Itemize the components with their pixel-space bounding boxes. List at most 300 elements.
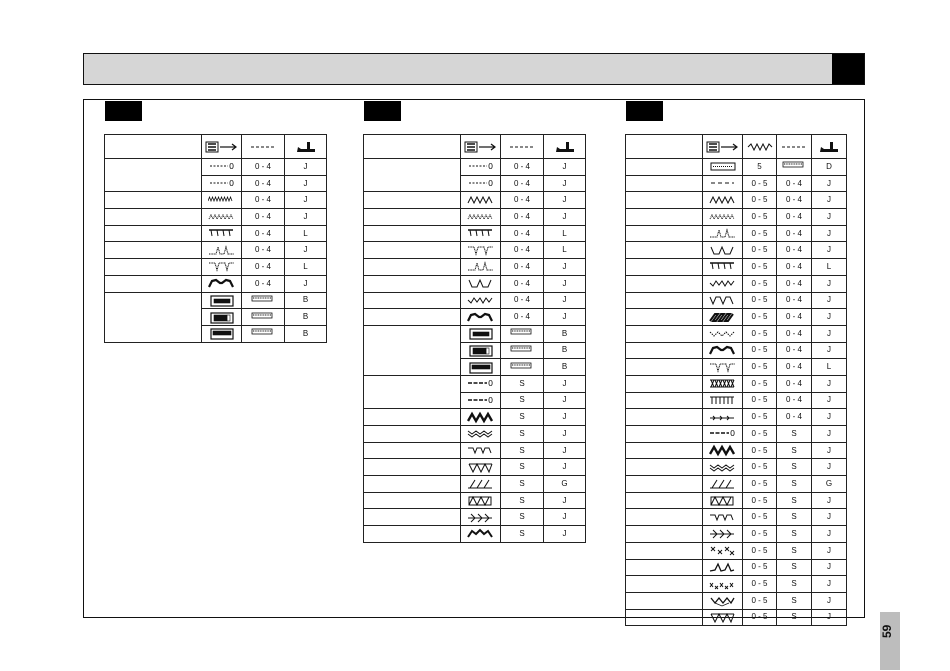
table-row — [364, 292, 586, 309]
page-header-bar — [83, 53, 865, 85]
multi-zigzag-icon — [467, 210, 495, 223]
value-cell: J — [812, 392, 847, 409]
triangle-icon — [467, 461, 495, 474]
stitch-name-cell — [626, 526, 703, 543]
value-cell: 0 - 4 — [242, 159, 285, 176]
stitch-symbol-cell — [461, 225, 501, 242]
value-cell: J — [285, 242, 327, 259]
feather-icon — [709, 527, 737, 540]
value-cell: 0 - 4 — [501, 175, 544, 192]
value-cell: S — [777, 426, 812, 443]
stitch-name-cell — [626, 459, 703, 476]
buttonhole-width-icon — [249, 293, 277, 306]
table-row — [626, 209, 847, 226]
stitch-name-cell — [626, 342, 703, 359]
value-cell: 0 - 4 — [242, 209, 285, 226]
table-row — [626, 426, 847, 443]
value-cell: S — [501, 476, 544, 493]
value-cell: 0 - 4 — [777, 259, 812, 276]
value-cell: 0 - 5 — [743, 442, 777, 459]
value-cell: 0 - 5 — [743, 476, 777, 493]
stitch-name-cell — [364, 409, 461, 426]
v-stitch-icon — [709, 294, 737, 307]
section-tab-1 — [105, 101, 142, 121]
value-cell: J — [544, 426, 586, 443]
value-cell: S — [501, 509, 544, 526]
elastic-blind-icon — [709, 361, 737, 374]
stitch-symbol-cell — [461, 192, 501, 209]
svg-text:0: 0 — [487, 162, 493, 172]
value-cell: J — [812, 409, 847, 426]
stitch-name-cell — [364, 509, 461, 526]
stitch-symbol-cell — [703, 576, 743, 593]
stitch-symbol-cell — [461, 426, 501, 443]
triple-straight-icon — [709, 427, 737, 440]
value-cell: J — [812, 442, 847, 459]
value-cell: 0 - 5 — [743, 542, 777, 559]
value-cell: J — [544, 526, 586, 543]
value-cell: 0 - 5 — [743, 209, 777, 226]
stitch-name-cell — [105, 292, 202, 342]
value-cell: B — [285, 325, 327, 342]
stitch-symbol-cell — [461, 175, 501, 192]
value-cell: S — [501, 526, 544, 543]
value-cell: 0 - 4 — [777, 225, 812, 242]
value-cell: 0 - 4 — [501, 259, 544, 276]
value-cell: 0 - 5 — [743, 375, 777, 392]
value-cell: J — [812, 526, 847, 543]
buttonhole-width-icon — [508, 343, 536, 356]
value-cell: S — [777, 509, 812, 526]
straight-center-icon — [467, 177, 495, 190]
value-cell — [501, 325, 544, 342]
dashed-icon — [709, 177, 737, 190]
stitch-symbol-cell — [461, 309, 501, 326]
stitch-symbol-cell — [461, 392, 501, 409]
feather-icon — [467, 511, 495, 524]
elastic-blind-icon — [467, 244, 495, 257]
stitch-symbol-cell — [461, 292, 501, 309]
value-cell: B — [544, 359, 586, 376]
ric-rac-slant-icon — [709, 561, 737, 574]
value-cell: J — [812, 209, 847, 226]
wave-double-icon — [467, 527, 495, 540]
value-cell: J — [544, 292, 586, 309]
value-cell: 0 - 4 — [242, 242, 285, 259]
table-row — [626, 559, 847, 576]
stitch-symbol-cell — [703, 592, 743, 609]
table-row — [364, 275, 586, 292]
value-cell: S — [777, 492, 812, 509]
value-cell: J — [812, 426, 847, 443]
value-cell: J — [812, 175, 847, 192]
value-cell: J — [812, 375, 847, 392]
value-cell: 0 - 5 — [743, 409, 777, 426]
value-cell: J — [812, 242, 847, 259]
value-cell: S — [501, 409, 544, 426]
value-cell: J — [544, 309, 586, 326]
value-cell: S — [777, 459, 812, 476]
stitch-symbol-cell — [202, 325, 242, 342]
stitch-name-cell — [364, 192, 461, 209]
value-cell: 0 - 4 — [777, 275, 812, 292]
table-row — [626, 175, 847, 192]
table-row — [626, 409, 847, 426]
elastic-blind-icon — [208, 260, 236, 273]
honeycomb-icon — [709, 461, 737, 474]
stitch-symbol-cell — [703, 292, 743, 309]
value-cell: 0 - 5 — [743, 342, 777, 359]
stitch-name-cell — [364, 309, 461, 326]
buttonhole-width-icon — [249, 310, 277, 323]
wave-v-icon — [709, 594, 737, 607]
stitch-name-cell — [364, 526, 461, 543]
value-cell: 0 - 4 — [777, 392, 812, 409]
table-header-row — [105, 135, 327, 159]
value-cell: J — [285, 275, 327, 292]
value-cell: 0 - 5 — [743, 259, 777, 276]
value-cell: 0 - 4 — [777, 292, 812, 309]
value-cell: J — [812, 509, 847, 526]
stitch-symbol-cell — [202, 259, 242, 276]
value-cell: 0 - 5 — [743, 526, 777, 543]
value-cell: 0 - 4 — [777, 242, 812, 259]
value-cell — [501, 359, 544, 376]
value-cell: S — [777, 576, 812, 593]
table-row — [626, 492, 847, 509]
value-cell: J — [544, 492, 586, 509]
blind-hem-icon — [709, 260, 737, 273]
stitch-symbol-cell — [202, 225, 242, 242]
value-cell: J — [812, 292, 847, 309]
tricot-icon — [467, 294, 495, 307]
stitch-name-cell — [626, 509, 703, 526]
value-cell: B — [285, 292, 327, 309]
stitch-symbol-cell — [461, 409, 501, 426]
triple-straight-icon — [467, 377, 495, 390]
table-row — [364, 492, 586, 509]
table-row — [626, 292, 847, 309]
value-cell: L — [285, 259, 327, 276]
stitch-symbol-cell — [703, 426, 743, 443]
stitch-name-cell — [364, 476, 461, 493]
table-row — [364, 159, 586, 176]
table-row — [626, 242, 847, 259]
value-cell — [242, 292, 285, 309]
stitch-width-icon — [743, 135, 777, 159]
value-cell: 0 - 5 — [743, 576, 777, 593]
comb-icon — [709, 394, 737, 407]
value-cell: J — [544, 159, 586, 176]
header-corner-block — [832, 54, 864, 84]
value-cell: L — [544, 242, 586, 259]
honeycomb-icon — [467, 427, 495, 440]
stitch-name-cell — [105, 209, 202, 226]
value-cell: S — [777, 476, 812, 493]
table-row — [364, 526, 586, 543]
value-cell: J — [544, 442, 586, 459]
value-cell: J — [285, 159, 327, 176]
stitch-name-cell — [105, 275, 202, 292]
stitch-table-middle — [363, 134, 586, 543]
stitch-length-icon — [501, 135, 544, 159]
svg-text:0: 0 — [487, 395, 493, 405]
svg-text:0: 0 — [487, 379, 493, 389]
overlock-peak-icon — [208, 244, 236, 257]
table-row — [626, 576, 847, 593]
buttonhole-round-icon — [208, 311, 236, 324]
box-wave-icon — [467, 277, 495, 290]
zigzag-icon — [709, 194, 737, 207]
table-header-row — [626, 135, 847, 159]
value-cell: J — [285, 209, 327, 226]
stitch-symbol-cell — [703, 259, 743, 276]
value-cell: L — [285, 225, 327, 242]
stitch-name-cell — [626, 426, 703, 443]
table-row — [364, 426, 586, 443]
value-cell: 0 - 5 — [743, 275, 777, 292]
value-cell: J — [812, 576, 847, 593]
stitch-name-cell — [626, 542, 703, 559]
stitch-name-cell — [626, 409, 703, 426]
table-row — [105, 275, 327, 292]
buttonhole-width-icon — [249, 326, 277, 339]
buttonhole-square-icon — [467, 327, 495, 340]
stitch-symbol-cell — [703, 159, 743, 176]
stitch-symbol-cell — [461, 242, 501, 259]
pattern-select-icon — [703, 135, 743, 159]
table-row — [364, 325, 586, 342]
straight-center-icon — [208, 177, 236, 190]
table-row — [626, 309, 847, 326]
stitch-symbol-cell — [703, 559, 743, 576]
value-cell: G — [812, 476, 847, 493]
stitch-table-right — [625, 134, 847, 626]
stitch-name-cell — [105, 225, 202, 242]
value-cell: J — [285, 192, 327, 209]
stitch-symbol-cell — [461, 159, 501, 176]
table-row — [105, 292, 327, 309]
table-row — [364, 225, 586, 242]
svg-text:0: 0 — [487, 179, 493, 189]
table-row — [364, 242, 586, 259]
stitch-name-cell — [626, 375, 703, 392]
table-row — [626, 476, 847, 493]
table-row — [626, 359, 847, 376]
table-row — [626, 459, 847, 476]
value-cell: 0 - 4 — [501, 309, 544, 326]
stitch-symbol-cell — [461, 442, 501, 459]
value-cell: 0 - 4 — [501, 292, 544, 309]
slant-bars-icon — [709, 477, 737, 490]
stitch-symbol-cell — [202, 292, 242, 309]
value-cell: 0 - 5 — [743, 492, 777, 509]
section-tab-2 — [364, 101, 401, 121]
value-cell: 0 - 4 — [777, 325, 812, 342]
value-cell — [242, 309, 285, 326]
page-number: 59 — [880, 624, 894, 638]
value-cell: 0 - 4 — [242, 175, 285, 192]
value-cell: B — [544, 325, 586, 342]
zigzag-icon — [467, 194, 495, 207]
table-row — [626, 225, 847, 242]
buttonhole-bar-icon — [467, 361, 495, 374]
table-row — [626, 325, 847, 342]
triangle-icon — [709, 611, 737, 624]
stitch-symbol-cell — [461, 342, 501, 359]
stitch-symbol-cell — [703, 309, 743, 326]
table-row — [364, 459, 586, 476]
stitch-symbol-cell — [703, 242, 743, 259]
stitch-symbol-cell — [703, 476, 743, 493]
presser-foot-icon — [812, 135, 847, 159]
header-blank-cell — [364, 135, 461, 159]
stitch-name-cell — [105, 259, 202, 276]
stitch-symbol-cell — [461, 359, 501, 376]
value-cell: 0 - 4 — [242, 192, 285, 209]
satin-zigzag-icon — [208, 194, 236, 207]
stitch-name-cell — [626, 392, 703, 409]
header-blank-cell — [626, 135, 703, 159]
value-cell: S — [501, 392, 544, 409]
section-tab-3 — [626, 101, 663, 121]
table-row — [364, 192, 586, 209]
stitch-symbol-cell — [461, 526, 501, 543]
stitch-symbol-cell — [703, 275, 743, 292]
stitch-symbol-cell — [202, 275, 242, 292]
stitch-name-cell — [626, 225, 703, 242]
value-cell: 0 - 4 — [501, 192, 544, 209]
table-row — [626, 192, 847, 209]
stitch-symbol-cell — [461, 509, 501, 526]
value-cell: S — [501, 375, 544, 392]
table-row — [364, 309, 586, 326]
value-cell: S — [501, 442, 544, 459]
value-cell: J — [544, 509, 586, 526]
presser-foot-icon — [544, 135, 586, 159]
scallop-icon — [467, 311, 495, 324]
table-row — [364, 509, 586, 526]
value-cell: J — [812, 192, 847, 209]
value-cell: S — [777, 542, 812, 559]
value-cell: S — [777, 592, 812, 609]
stitch-symbol-cell — [461, 459, 501, 476]
value-cell: S — [501, 492, 544, 509]
value-cell: 0 - 5 — [743, 192, 777, 209]
stitch-symbol-cell — [461, 275, 501, 292]
value-cell: 0 - 4 — [777, 175, 812, 192]
value-cell: S — [777, 442, 812, 459]
value-cell: 0 - 4 — [501, 209, 544, 226]
stitch-symbol-cell — [703, 225, 743, 242]
table-row — [626, 275, 847, 292]
table-row — [364, 476, 586, 493]
value-cell: J — [544, 259, 586, 276]
value-cell — [777, 159, 812, 176]
table-row — [105, 209, 327, 226]
stitch-length-icon — [242, 135, 285, 159]
value-cell: J — [544, 275, 586, 292]
value-cell: 0 - 4 — [501, 225, 544, 242]
stitch-symbol-cell — [202, 309, 242, 326]
value-cell: J — [544, 192, 586, 209]
stitch-name-cell — [626, 325, 703, 342]
stitch-symbol-cell — [202, 159, 242, 176]
value-cell: J — [812, 592, 847, 609]
table-row — [626, 592, 847, 609]
stitch-name-cell — [364, 159, 461, 192]
value-cell: J — [544, 209, 586, 226]
value-cell: B — [285, 309, 327, 326]
blind-hem-icon — [467, 227, 495, 240]
stitch-symbol-cell — [461, 492, 501, 509]
stitch-symbol-cell — [202, 175, 242, 192]
stitch-symbol-cell — [703, 526, 743, 543]
stitch-name-cell — [364, 225, 461, 242]
value-cell: 0 - 5 — [743, 509, 777, 526]
triple-straight-center-icon — [467, 394, 495, 407]
stitch-symbol-cell — [703, 375, 743, 392]
value-cell: J — [812, 309, 847, 326]
stitch-name-cell — [626, 292, 703, 309]
value-cell: J — [812, 559, 847, 576]
blind-hem-icon — [208, 227, 236, 240]
table-row — [626, 542, 847, 559]
value-cell: 0 - 5 — [743, 559, 777, 576]
table-row — [626, 509, 847, 526]
straight-left-icon — [467, 160, 495, 173]
value-cell: 0 - 4 — [777, 209, 812, 226]
stitch-name-cell — [626, 442, 703, 459]
stitch-symbol-cell — [703, 609, 743, 626]
value-cell: 0 - 5 — [743, 459, 777, 476]
value-cell: J — [812, 492, 847, 509]
value-cell: 0 - 4 — [777, 359, 812, 376]
svg-text:0: 0 — [228, 162, 234, 172]
value-cell: J — [812, 342, 847, 359]
stitch-symbol-cell — [703, 192, 743, 209]
value-cell: J — [544, 175, 586, 192]
table-row — [364, 209, 586, 226]
stitch-name-cell — [626, 359, 703, 376]
value-cell: 0 - 4 — [501, 275, 544, 292]
stitch-name-cell — [626, 192, 703, 209]
ric-rac-hook-icon — [467, 444, 495, 457]
solid-diamond-icon — [709, 311, 737, 324]
value-cell: 0 - 4 — [242, 259, 285, 276]
stitch-symbol-cell — [461, 209, 501, 226]
table-row — [105, 259, 327, 276]
stitch-name-cell — [364, 259, 461, 276]
stitch-symbol-cell — [461, 476, 501, 493]
stitch-symbol-cell — [202, 209, 242, 226]
stitch-name-cell — [626, 592, 703, 609]
stitch-name-cell — [626, 309, 703, 326]
stitch-symbol-cell — [461, 325, 501, 342]
table-row — [105, 242, 327, 259]
stitch-symbol-cell — [703, 542, 743, 559]
table-row — [626, 526, 847, 543]
stitch-name-cell — [364, 292, 461, 309]
stitch-length-icon — [777, 135, 812, 159]
header-blank-cell — [105, 135, 202, 159]
buttonhole-width-icon — [508, 326, 536, 339]
table-row — [364, 375, 586, 392]
svg-text:0: 0 — [729, 429, 735, 439]
multi-zigzag-icon — [709, 210, 737, 223]
double-triangle-icon — [467, 494, 495, 507]
stitch-name-cell — [105, 159, 202, 192]
